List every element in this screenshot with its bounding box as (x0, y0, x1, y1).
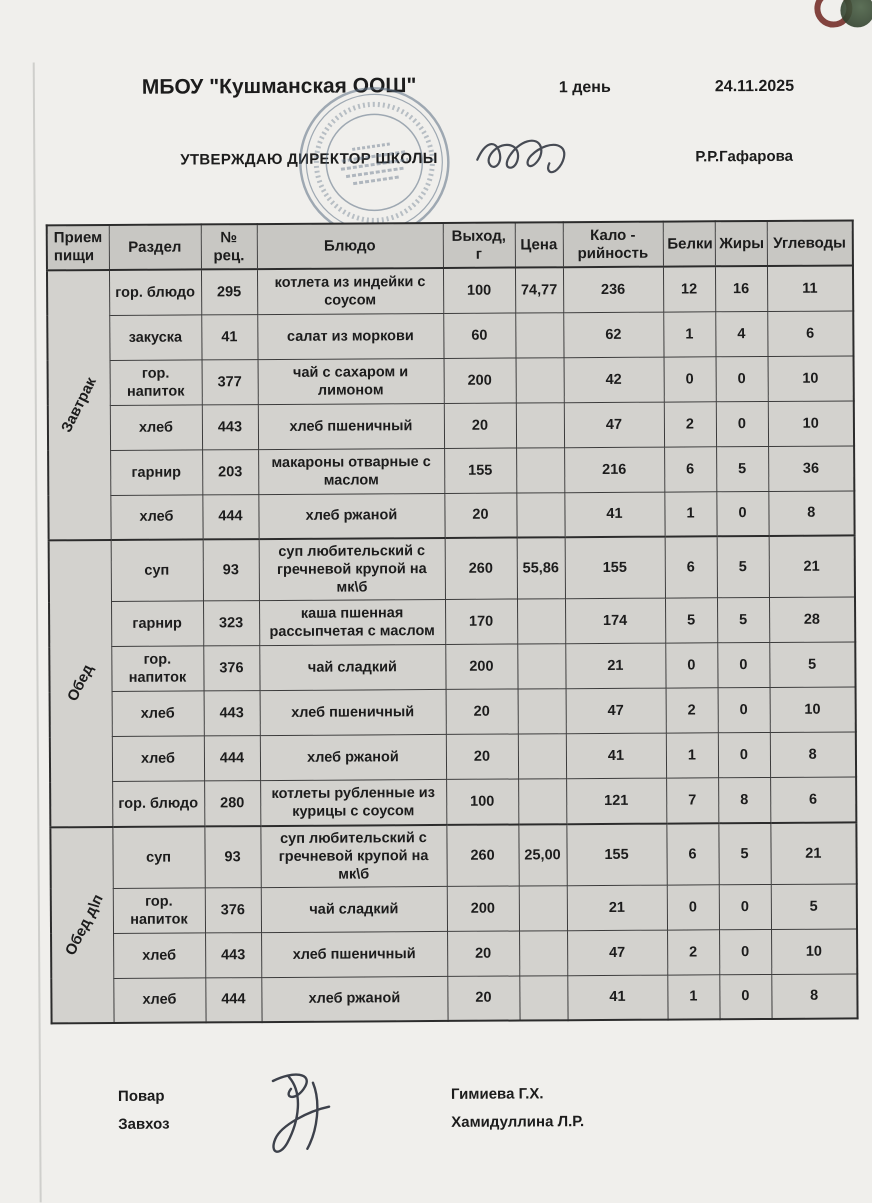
cell-section: закуска (109, 314, 201, 360)
table-row (48, 445, 854, 495)
cell-section: хлеб (112, 691, 204, 737)
cell-section: суп (112, 826, 204, 888)
cell-recipe: 203 (202, 449, 258, 494)
cell-fats: 0 (716, 401, 768, 446)
director-name: Р.Р.Гафарова (695, 147, 794, 166)
table-row (49, 642, 855, 692)
table-row (48, 490, 854, 540)
cell-output: 100 (443, 268, 515, 313)
cell-fats: 0 (718, 687, 770, 732)
meal-label: Обед д\п (62, 891, 107, 958)
cell-carbs: 28 (769, 597, 855, 643)
cell-proteins: 1 (666, 733, 718, 778)
cell-dish: чай с сахаром и лимоном (258, 358, 444, 404)
cell-calories: 236 (563, 267, 663, 313)
cell-calories: 21 (567, 885, 667, 931)
column-header-calories: Кало - рийность (563, 222, 663, 268)
meal-label: Завтрак (57, 374, 100, 436)
cell-dish: макароны отварные с маслом (258, 448, 444, 494)
cell-calories: 155 (566, 823, 666, 885)
cell-output: 20 (446, 734, 518, 779)
table-row (50, 777, 856, 827)
table-row (50, 687, 856, 737)
column-header-price: Цена (515, 222, 563, 267)
cell-calories: 47 (566, 688, 666, 734)
cell-proteins: 5 (665, 598, 717, 643)
cell-fats: 0 (718, 732, 770, 777)
cell-calories: 42 (564, 357, 664, 403)
cell-price (515, 312, 563, 357)
cell-output: 200 (445, 644, 517, 689)
cell-calories: 62 (563, 312, 663, 358)
cell-output: 170 (445, 599, 517, 644)
table-row (48, 355, 854, 405)
cell-carbs: 6 (770, 777, 856, 823)
table-row (48, 400, 854, 450)
cell-recipe: 93 (203, 539, 259, 601)
cell-price (518, 734, 566, 779)
cell-section: суп (111, 539, 203, 601)
table-row (47, 310, 853, 360)
cell-proteins: 0 (667, 884, 719, 929)
cell-proteins: 12 (663, 266, 715, 311)
table-row (49, 535, 855, 601)
cell-price (518, 779, 566, 824)
cell-calories: 21 (565, 643, 665, 689)
cell-price (519, 930, 567, 975)
cook-signature-icon (243, 1062, 364, 1158)
cell-price (517, 644, 565, 689)
cell-carbs: 21 (770, 822, 856, 884)
cell-output: 260 (446, 824, 518, 886)
steward-label: Завхоз (118, 1115, 170, 1133)
cell-proteins: 1 (667, 974, 719, 1019)
table-row (50, 732, 856, 782)
cell-calories: 47 (564, 402, 664, 448)
cell-dish: хлеб пшеничный (261, 931, 447, 977)
cell-dish: суп любительский с гречневой крупой на мк\б (260, 824, 446, 887)
cell-proteins: 2 (664, 401, 716, 446)
cell-fats: 0 (719, 974, 771, 1019)
cell-price (516, 492, 564, 537)
cell-fats: 0 (717, 642, 769, 687)
cell-price (518, 689, 566, 734)
cell-fats: 5 (717, 597, 769, 642)
cell-fats: 0 (719, 929, 771, 974)
cell-recipe: 280 (204, 781, 260, 826)
cell-output: 60 (443, 313, 515, 358)
cell-section: гарнир (111, 601, 203, 647)
cell-recipe: 41 (201, 314, 257, 359)
cell-output: 20 (447, 930, 519, 975)
cell-recipe: 443 (202, 404, 258, 449)
table-row (51, 928, 857, 978)
cell-calories: 174 (565, 598, 665, 644)
cell-fats: 5 (718, 822, 770, 884)
cell-price: 25,00 (518, 824, 566, 886)
cell-price (516, 357, 564, 402)
cell-fats: 8 (718, 777, 770, 822)
table-row (49, 597, 855, 647)
cell-fats: 5 (716, 446, 768, 491)
cell-dish: котлеты рубленные из курицы с соусом (260, 779, 446, 825)
cell-fats: 5 (717, 536, 769, 598)
cell-proteins: 6 (664, 446, 716, 491)
cell-output: 20 (446, 689, 518, 734)
cell-dish: суп любительский с гречневой крупой на мк\б (259, 538, 445, 601)
cell-carbs: 8 (768, 490, 854, 536)
cell-section: хлеб (110, 494, 202, 540)
table-row (47, 265, 853, 315)
cell-calories: 121 (566, 778, 666, 824)
cell-section: гор. блюдо (109, 269, 201, 315)
cook-label: Повар (117, 1087, 165, 1105)
table-row (50, 822, 856, 888)
cell-section: хлеб (112, 736, 204, 782)
cell-price: 55,86 (517, 537, 565, 599)
cell-output: 200 (447, 885, 519, 930)
cell-dish: чай сладкий (261, 886, 447, 932)
cell-dish: салат из моркови (257, 313, 443, 359)
cell-calories: 47 (567, 930, 667, 976)
table-row (51, 883, 857, 933)
cell-carbs: 8 (770, 732, 856, 778)
cell-output: 20 (444, 403, 516, 448)
cell-proteins: 2 (667, 929, 719, 974)
column-header-section: Раздел (109, 224, 201, 270)
cell-proteins: 2 (666, 688, 718, 733)
school-title: МБОУ "Кушманская ООШ" (141, 74, 417, 99)
column-header-meal: Прием пищи (47, 225, 109, 270)
cell-dish: чай сладкий (259, 644, 445, 690)
cell-price (516, 402, 564, 447)
cell-carbs: 36 (768, 445, 854, 491)
cell-carbs: 5 (769, 642, 855, 688)
cell-price (517, 599, 565, 644)
cell-proteins: 1 (664, 491, 716, 536)
cell-recipe: 295 (201, 269, 257, 314)
cell-calories: 155 (565, 537, 665, 599)
cell-proteins: 1 (663, 311, 715, 356)
cell-output: 20 (447, 975, 519, 1020)
table-row (51, 973, 857, 1023)
day-label: 1 день (558, 78, 611, 97)
director-signature-icon (465, 111, 575, 192)
column-header-dish: Блюдо (257, 223, 443, 269)
column-header-proteins: Белки (663, 221, 715, 266)
cell-section: гор. напиток (113, 887, 205, 933)
cell-price (516, 447, 564, 492)
cell-recipe: 444 (205, 977, 261, 1022)
cell-calories: 216 (564, 447, 664, 493)
cell-output: 200 (444, 358, 516, 403)
corner-stamp-fragment-icon (814, 0, 872, 36)
cell-output: 260 (445, 538, 517, 600)
cell-recipe: 376 (205, 887, 261, 932)
cell-section: гор. напиток (110, 359, 202, 405)
header-row (47, 220, 853, 270)
cell-carbs: 10 (768, 355, 854, 401)
cell-recipe: 376 (203, 646, 259, 691)
cell-proteins: 7 (666, 778, 718, 823)
cell-section: гарнир (110, 449, 202, 495)
cell-dish: хлеб пшеничный (260, 689, 446, 735)
cell-dish: хлеб пшеничный (258, 403, 444, 449)
cell-recipe: 444 (202, 494, 258, 539)
cell-proteins: 0 (665, 643, 717, 688)
cell-carbs: 6 (767, 310, 853, 356)
cook-name: Гимиева Г.Х. (450, 1085, 544, 1103)
cell-carbs: 5 (771, 883, 857, 929)
cell-dish: хлеб ржаной (261, 976, 447, 1022)
cell-recipe: 443 (204, 691, 260, 736)
meal-cell (49, 540, 113, 827)
cell-carbs: 21 (769, 535, 855, 597)
cell-price (519, 975, 567, 1020)
cell-proteins: 6 (666, 823, 718, 885)
cell-section: гор. блюдо (112, 781, 204, 827)
cell-carbs: 11 (767, 265, 853, 311)
column-header-carbs: Углеводы (767, 220, 853, 266)
cell-carbs: 10 (768, 400, 854, 446)
cell-dish: котлета из индейки с соусом (257, 268, 443, 314)
cell-output: 20 (444, 493, 516, 538)
cell-dish: хлеб ржаной (260, 734, 446, 780)
meal-cell (47, 270, 111, 540)
cell-proteins: 6 (665, 536, 717, 598)
cell-fats: 16 (715, 266, 767, 311)
cell-recipe: 93 (204, 826, 260, 888)
menu-table-body (47, 265, 858, 1023)
cell-section: хлеб (113, 977, 205, 1023)
meal-cell (50, 826, 113, 1023)
cell-section: хлеб (110, 404, 202, 450)
cell-section: хлеб (113, 932, 205, 978)
cell-price (519, 885, 567, 930)
meal-label: Обед (64, 662, 97, 705)
cell-dish: каша пшенная рассыпчетая с маслом (259, 599, 445, 645)
cell-carbs: 10 (771, 928, 857, 974)
cell-fats: 0 (719, 884, 771, 929)
cell-fats: 0 (716, 491, 768, 536)
cell-carbs: 10 (770, 687, 856, 733)
menu-table (46, 219, 857, 1024)
cell-dish: хлеб ржаной (258, 493, 444, 539)
cell-fats: 0 (716, 356, 768, 401)
cell-recipe: 377 (202, 359, 258, 404)
cell-calories: 41 (567, 975, 667, 1021)
column-header-fats: Жиры (715, 221, 767, 266)
column-header-recipe: № рец. (201, 224, 257, 269)
cell-price: 74,77 (515, 267, 563, 312)
cell-output: 100 (446, 779, 518, 824)
cell-proteins: 0 (664, 356, 716, 401)
cell-recipe: 323 (203, 601, 259, 646)
cell-output: 155 (444, 448, 516, 493)
cell-fats: 4 (715, 311, 767, 356)
cell-section: гор. напиток (111, 646, 203, 692)
cell-calories: 41 (564, 492, 664, 538)
date-label: 24.11.2025 (714, 77, 795, 96)
scan-edge-line (33, 62, 42, 1202)
steward-name: Хамидуллина Л.Р. (451, 1113, 585, 1131)
approval-line: УТВЕРЖДАЮ ДИРЕКТОР ШКОЛЫ (180, 149, 438, 169)
cell-recipe: 444 (204, 736, 260, 781)
cell-calories: 41 (566, 733, 666, 779)
column-header-output: Выход, г (443, 223, 515, 268)
cell-recipe: 443 (205, 932, 261, 977)
cell-carbs: 8 (771, 973, 857, 1019)
